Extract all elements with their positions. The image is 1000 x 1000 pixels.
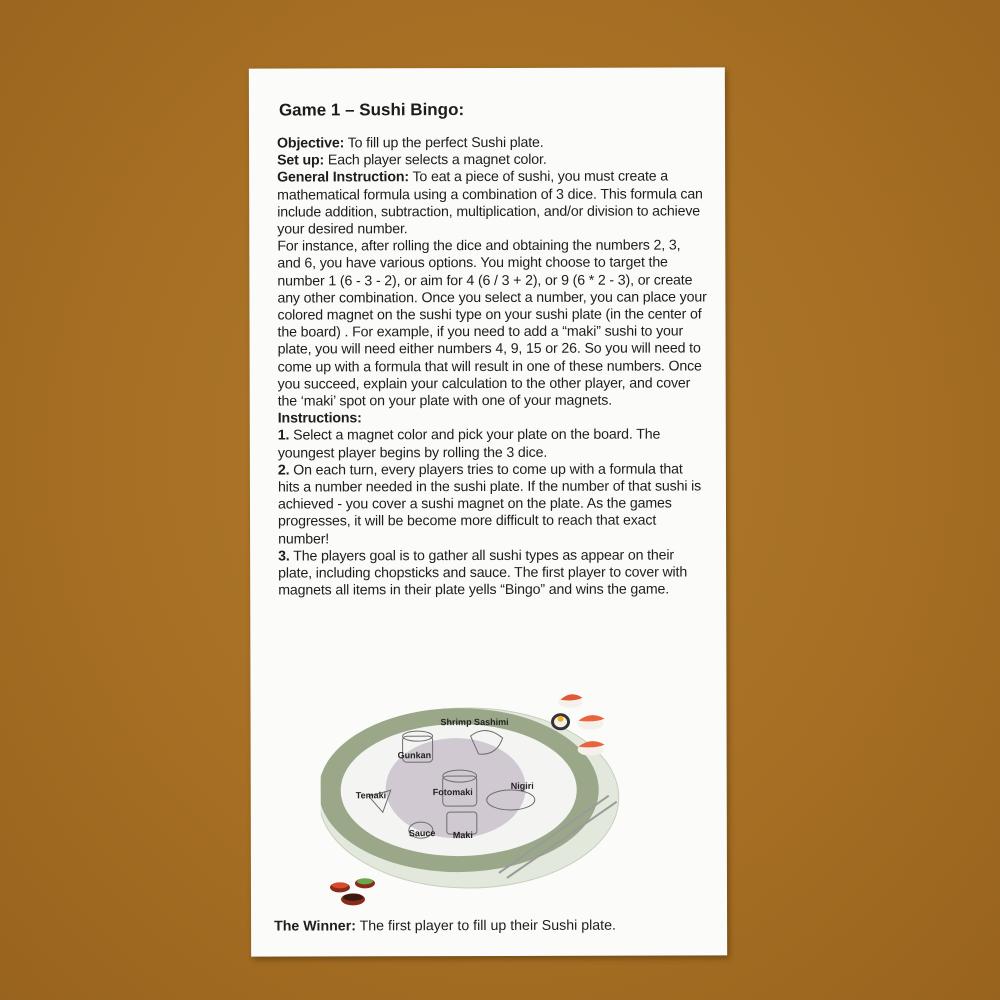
label-sauce: Sauce: [408, 828, 436, 839]
general-label: General Instruction:: [277, 169, 409, 186]
label-shrimp-sashimi: Shrimp Sashimi: [440, 716, 509, 728]
step-3: [278, 547, 708, 600]
label-temaki: Temaki: [355, 790, 387, 801]
step-text: The players goal is to gather all sushi types as appear on their plate, including chopsticks and sauce. The first player to cover with magnets all items in their plate yells “Bingo” and wins the game.: [278, 547, 688, 599]
step-1: [278, 427, 708, 463]
setup-text: Each player selects a magnet color.: [324, 152, 547, 169]
label-fotomaki: Fotomaki: [432, 787, 473, 798]
label-maki: Maki: [452, 830, 473, 841]
objective-label: Objective:: [277, 135, 345, 152]
setup-paragraph: [277, 152, 707, 170]
instance-paragraph: For instance, after rolling the dice and obtaining the numbers 2, 3, and 6, you have various options. You might choose to target the number 1 (6 - 3 - 2), or aim for 4 (6 / 3 + 2), or 9 (6 * 2 - 3), or create any other combination. Once you select a number, you can place your colored magnet on the sushi type on your sushi plate (in the center of the board) . For example, if you need to add a “maki” sushi to your plate, you will need either numbers 4, 9, 15 or 26. So you will need to come up with a formula that will result in one of these numbers. Once you succeed, explain your calculation to the other player, and cover the ‘maki’ spot on your plate with one of your magnets.: [277, 237, 707, 410]
step-2: [278, 461, 708, 548]
rules-card: [249, 67, 727, 956]
step-number: 1.: [277, 427, 290, 445]
general-text: To eat a piece of sushi, you must create a mathematical formula using a combination of 3 dice. This formula can include addition, subtraction, multiplication, and/or division to achieve your desired number.: [277, 168, 703, 238]
step-number: 3.: [278, 548, 290, 565]
nigiri-sushi-icon: [550, 688, 620, 768]
card-title: Game 1 – Sushi Bingo:: [278, 100, 465, 120]
sauce-bowls-icon: [327, 871, 387, 911]
winner-text: The first player to fill up their Sushi plate.: [355, 917, 616, 935]
step-number: 2.: [277, 462, 290, 479]
step-text: Select a magnet color and pick your plate on the board. The youngest player begins by rolling the 3 dice.: [277, 427, 661, 462]
label-gunkan: Gunkan: [397, 750, 432, 761]
rules-body: [277, 134, 708, 600]
winner-label: The Winner:: [274, 918, 356, 935]
step-text: On each turn, every players tries to come up with a formula that hits a number needed in the sushi plate. If the number of that sushi is achieved - you cover a sushi magnet on the plate. As the games progresses, it will be become more difficult to reach that exact number!: [277, 461, 702, 548]
setup-label: Set up:: [277, 152, 325, 169]
winner-line: [274, 918, 616, 935]
objective-paragraph: [277, 134, 707, 152]
label-nigiri: Nigiri: [510, 780, 534, 791]
instructions-heading: Instructions:: [277, 410, 362, 427]
general-paragraph: [277, 169, 707, 239]
objective-text: To fill up the perfect Sushi plate.: [344, 134, 544, 152]
